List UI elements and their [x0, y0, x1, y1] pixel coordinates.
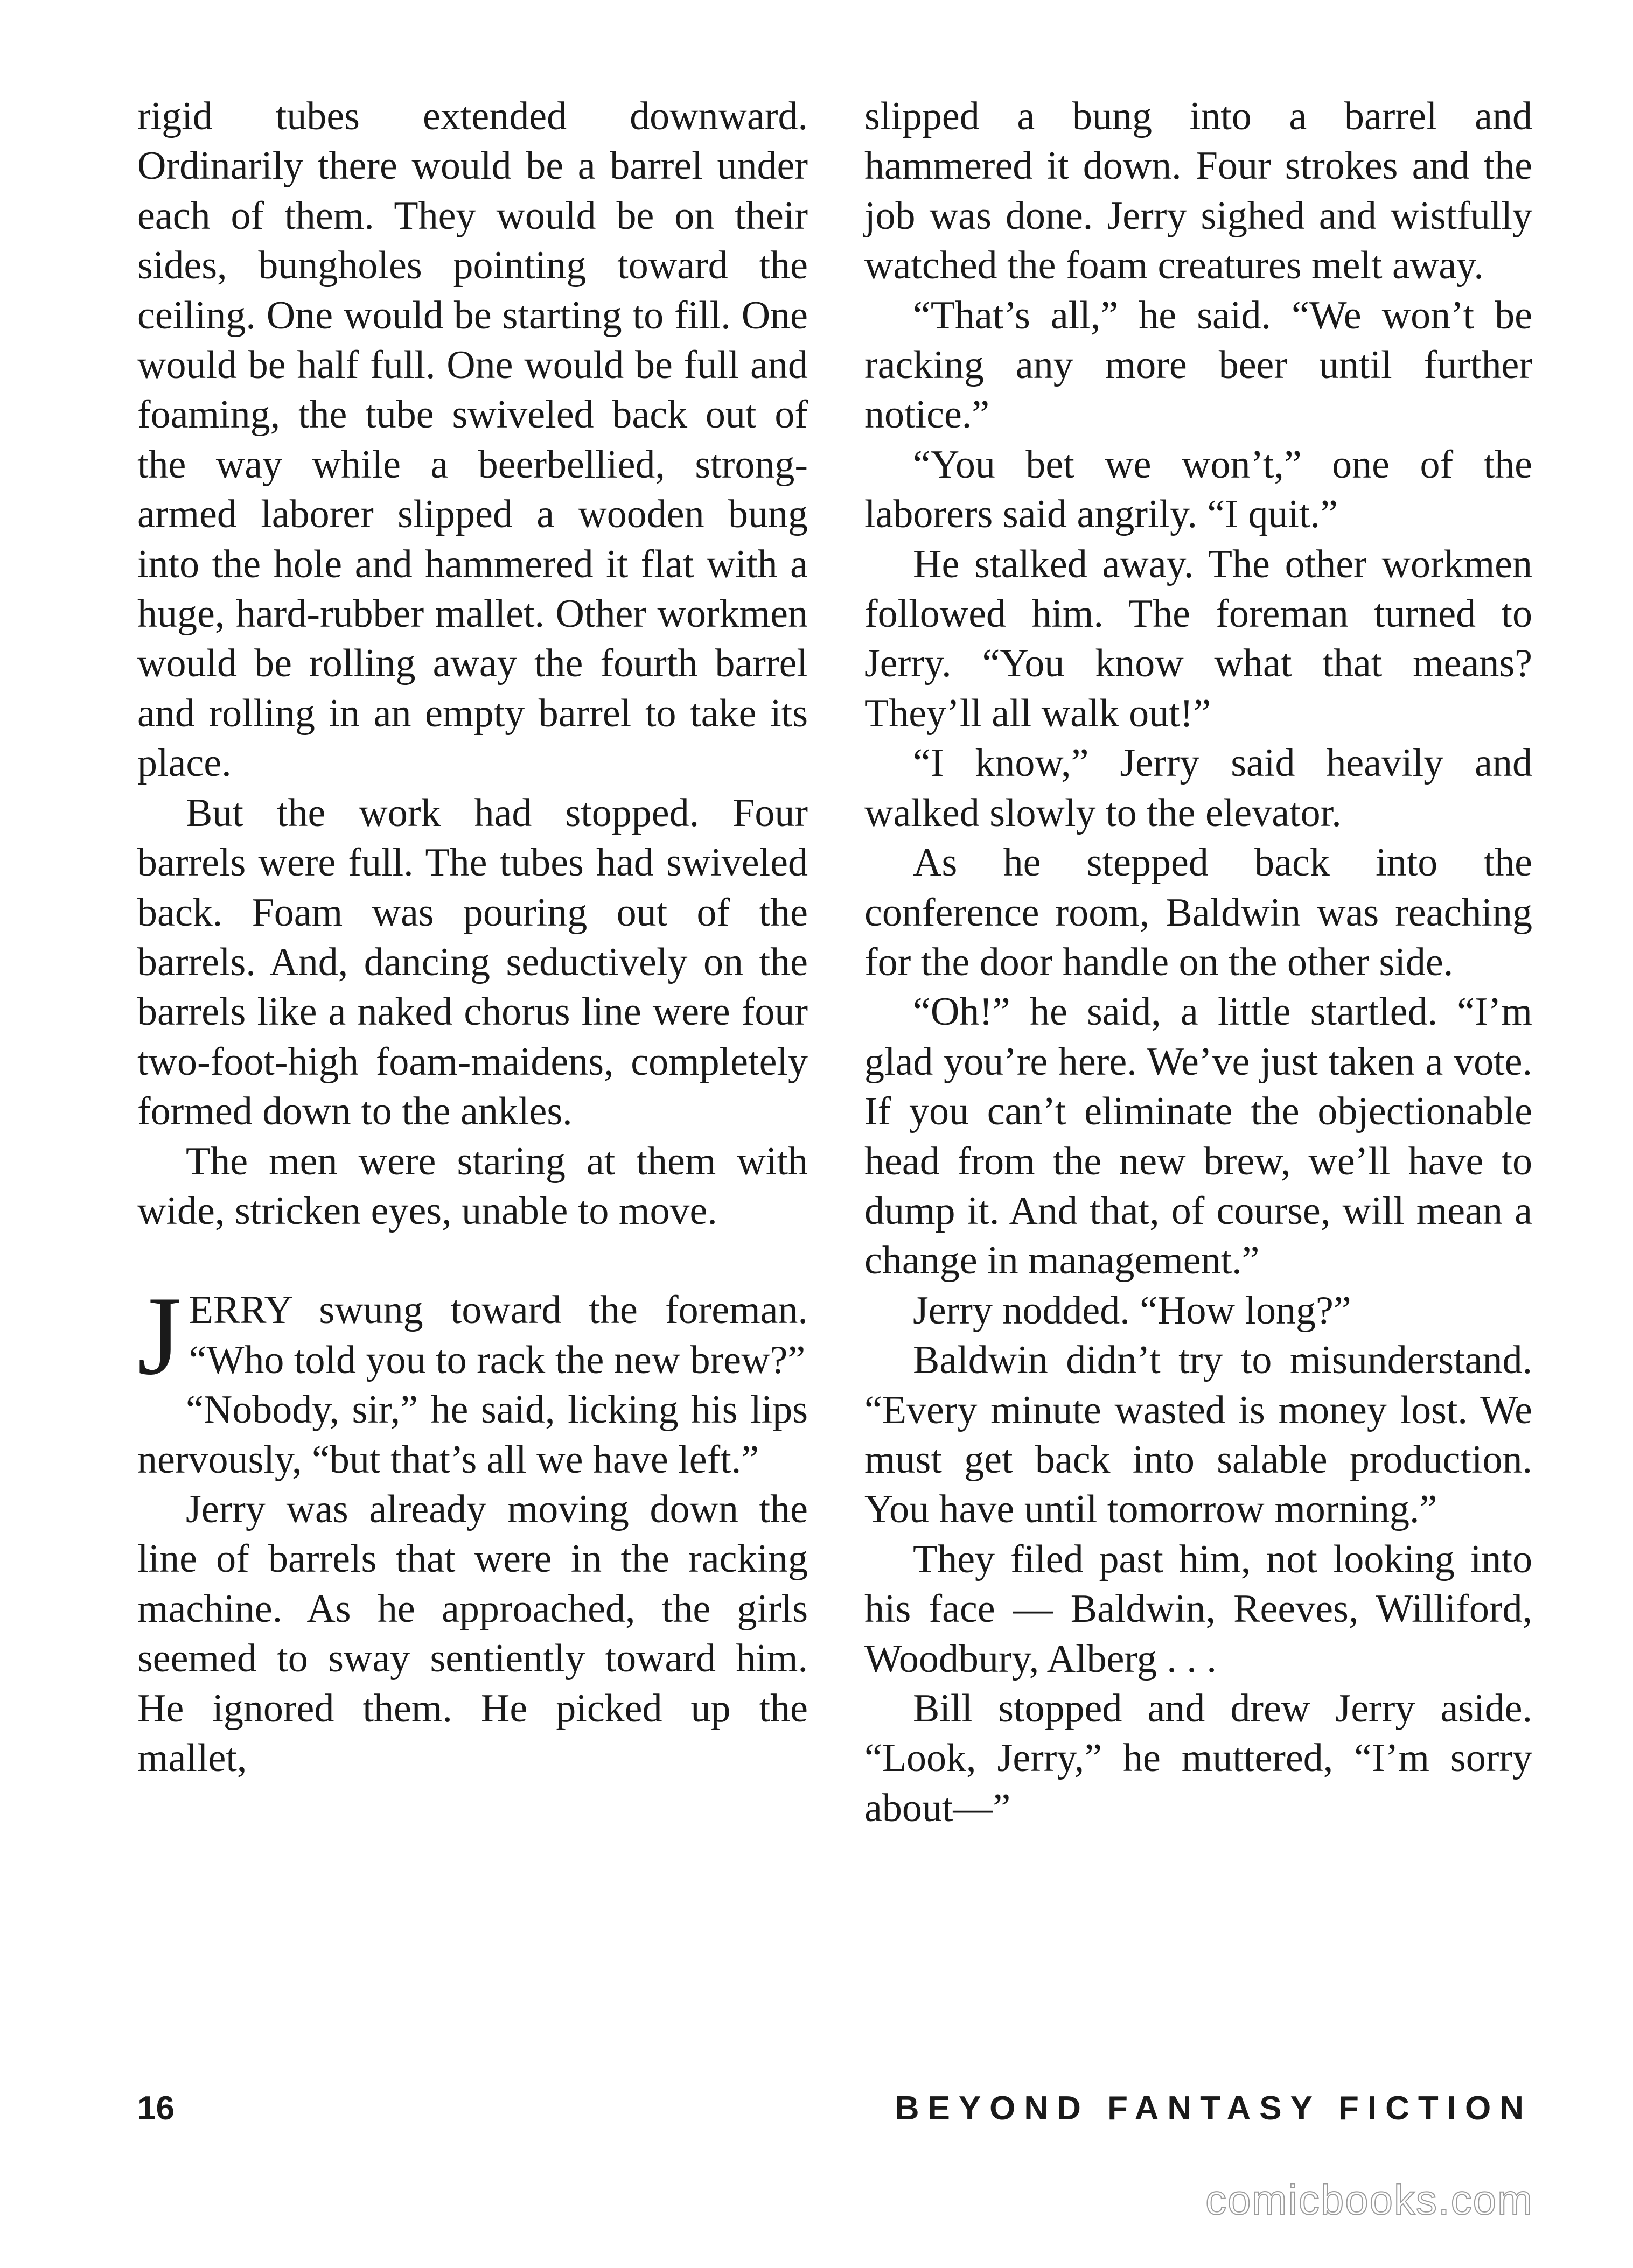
paragraph: As he stepped back into the conference room, Baldwin was reaching for the door handle on the other side.	[864, 841, 1532, 984]
paragraph: Jerry was already moving down the line of barrels that were in the racking machine. As he approached, the girls seemed to sway sentiently toward him. He ignored them. He picked up the mallet,	[137, 1487, 808, 1780]
paragraph: rigid tubes extended downward. Ordinarily there would be a barrel under each of them. They would be on their sides, bungholes pointing toward the ceiling. One would be starting to fill. One would be half full. One would be full and foaming, the tube swiveled back out of the way while a beerbellied, strong-armed laborer slipped a wooden bung into the hole and hammered it flat with a huge, hard-rubber mallet. Other workmen would be rolling away the fourth barrel and rolling in an empty barrel to take its place.	[137, 94, 808, 786]
paragraph: Bill stopped and drew Jerry aside. “Look, Jerry,” he muttered, “I’m sorry about—”	[864, 1686, 1532, 1830]
left-column	[137, 92, 808, 1783]
page-number: 16	[137, 2090, 175, 2127]
right-column	[864, 92, 1532, 1833]
paragraph: But the work had stopped. Four barrels were full. The tubes had swiveled back. Foam was pouring out of the barrels. And, dancing seductively on the barrels like a naked chorus line were four two-foot-high foam-maidens, completely formed down to the ankles.	[137, 790, 808, 1134]
drop-cap: J	[137, 1273, 182, 1399]
watermark: comicbooks.com	[1205, 2176, 1533, 2223]
paragraph: “Oh!” he said, a little startled. “I’m glad you’re here. We’ve just taken a vote. If you can’t eliminate the objectionable head from the new brew, we’ll have to dump it. And that, of course, will mean a change in management.”	[864, 990, 1532, 1283]
paragraph: Jerry nodded. “How long?”	[913, 1288, 1351, 1333]
paragraph: “Nobody, sir,” he said, licking his lips nervously, “but that’s all we have left.”	[137, 1388, 808, 1482]
paragraph: He stalked away. The other workmen followed him. The foreman turned to Jerry. “You know what that means? They’ll all walk out!”	[864, 542, 1532, 736]
page-footer	[137, 2089, 1532, 2143]
paragraph-text: ERRY swung toward the foreman. “Who told you to rack the new brew?”	[189, 1288, 808, 1382]
paragraph: “That’s all,” he said. “We won’t be racking any more beer until further notice.”	[864, 293, 1532, 437]
section-opening-paragraph	[137, 1273, 808, 1399]
paragraph: Baldwin didn’t try to misunderstand. “Every minute wasted is money lost. We must get back into salable production. You have until tomorrow morning.”	[864, 1338, 1532, 1532]
paragraph: slipped a bung into a barrel and hammered it down. Four strokes and the job was done. Jerry sighed and wistfully watched the foam creatures melt away.	[864, 94, 1532, 288]
paragraph: “You bet we won’t,” one of the laborers said angrily. “I quit.”	[864, 442, 1532, 537]
paragraph: “I know,” Jerry said heavily and walked slowly to the elevator.	[864, 741, 1532, 835]
paragraph: The men were staring at them with wide, stricken eyes, unable to move.	[137, 1139, 808, 1233]
paragraph: They filed past him, not looking into his face — Baldwin, Reeves, Williford, Woodbury, Alberg . . .	[864, 1537, 1532, 1681]
magazine-title: BEYOND FANTASY FICTION	[895, 2090, 1532, 2127]
